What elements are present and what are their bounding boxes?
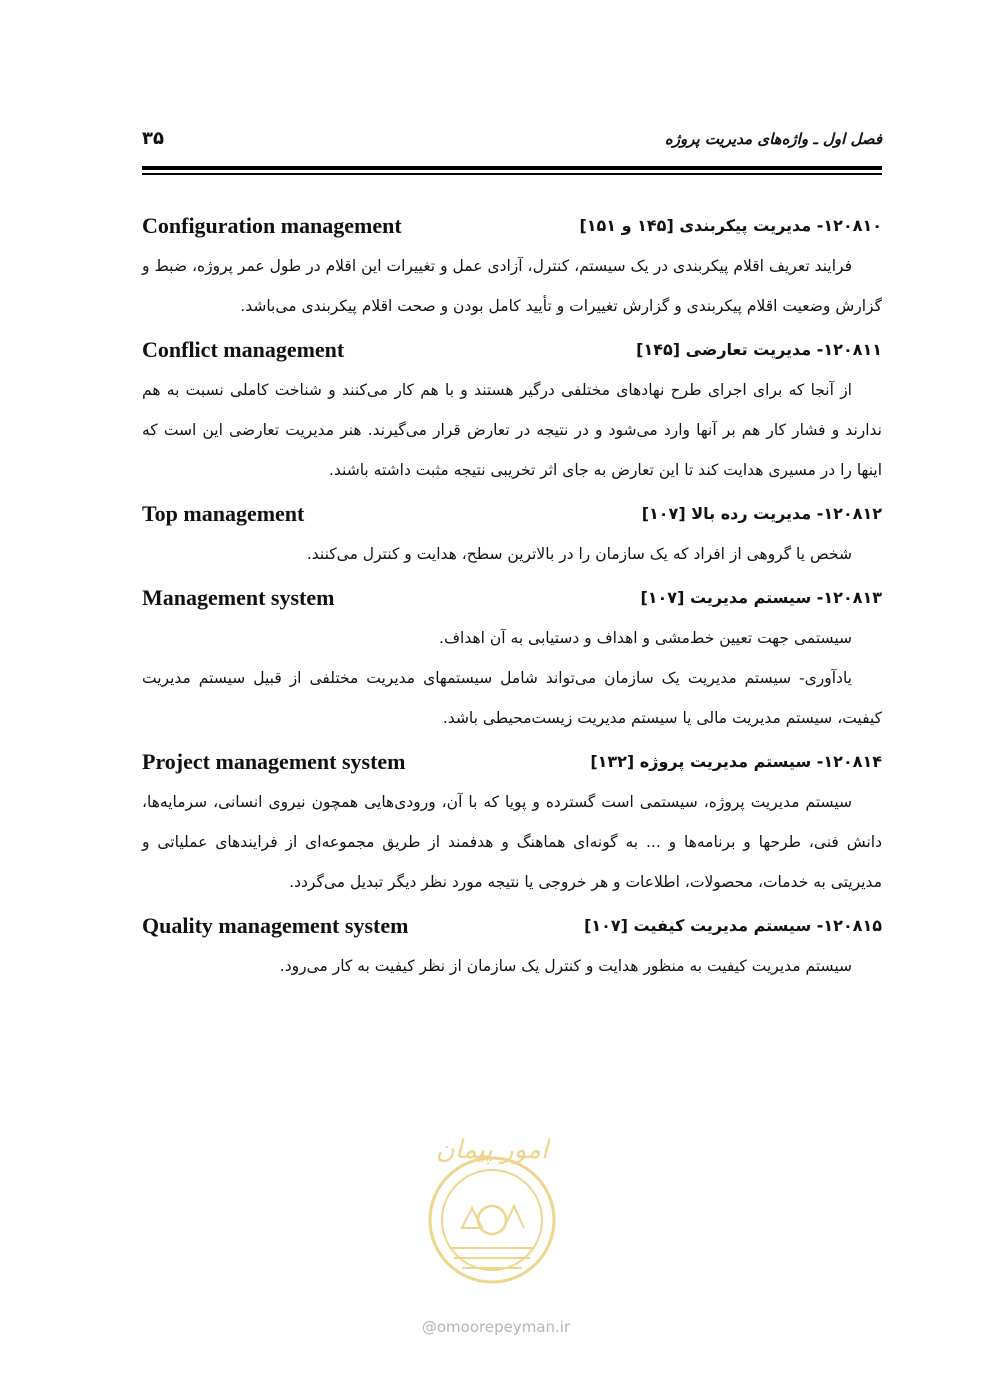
entry-definition: سیستمی جهت تعیین خط‌مشی و اهداف و دستیابی به آن اهداف. [439,629,852,647]
watermark-tower-icon [504,1206,524,1228]
entry-definition: فرایند تعریف اقلام پیکربندی در یک سیستم، کنترل، آزادی عمل و تغییرات این اقلام در طول عمر پروژه، ضبط و گزارش وضعیت اقلام پیکربندی و گزارش تغییرات و تأیید کامل بودن و صحت اقلام پیکربندی می‌باشد. [142,257,882,315]
entry-title-fa: ۱۲۰۸۱۵- سیستم مدیریت کیفیت [۱۰۷] [584,916,882,935]
entry-heading [142,210,882,246]
page-number: ۳۵ [142,128,164,149]
entry-title-fa: ۱۲۰۸۱۲- مدیریت رده بالا [۱۰۷] [641,504,882,523]
glossary-entry [142,498,882,574]
entry-heading [142,910,882,946]
watermark-outer-ring [430,1158,554,1282]
glossary-entry [142,210,882,326]
glossary-entry [142,582,882,738]
entry-title-fa: ۱۲۰۸۱۳- سیستم مدیریت [۱۰۷] [640,588,882,607]
entry-heading [142,746,882,782]
entry-definition: از آنجا که برای اجرای طرح نهادهای مختلفی درگیر هستند و با هم کار می‌کنند و شناخت کاملی نسبت به هم ندارند و فشار کار هم بر آنها وارد می‌شود و در نتیجه در تعارض قرار می‌گیرند. هنر مدیریت تعارضی این است که اینها را در مسیری هدایت کند تا این تعارض به جای اثر تخریبی نتیجه مثبت داشته باشند. [142,381,882,479]
glossary-entry [142,746,882,902]
watermark-base-lines [450,1248,534,1268]
entry-title-fa: ۱۲۰۸۱۱- مدیریت تعارضی [۱۴۵] [636,340,882,359]
entry-title-fa: ۱۲۰۸۱۰- مدیریت پیکربندی [۱۴۵ و ۱۵۱] [579,216,882,235]
entry-heading [142,334,882,370]
entry-heading [142,498,882,534]
glossary-content [142,210,882,990]
watermark-logo [392,1128,592,1288]
watermark-center-emblem [478,1206,506,1234]
watermark-scale-icon [462,1208,482,1228]
entry-title-en: Configuration management [142,213,402,238]
entry-title-en: Top management [142,501,305,526]
entry-definition: شخص یا گروهی از افراد که یک سازمان را در بالاترین سطح، هدایت و کنترل می‌کنند. [306,545,852,563]
entry-title-en: Management system [142,585,335,610]
watermark-logo-text: امور پیمان [435,1135,549,1165]
entry-title-fa: ۱۲۰۸۱۴- سیستم مدیریت پروژه [۱۳۲] [590,752,882,771]
watermark-url: @omoorepeyman.ir [421,1318,571,1336]
chapter-title: فصل اول ـ واژه‌های مدیریت پروژه [664,130,882,148]
glossary-entry [142,910,882,986]
entry-definition: سیستم مدیریت کیفیت به منظور هدایت و کنترل یک سازمان از نظر کیفیت به کار می‌رود. [279,957,852,975]
header-rule-thin [142,173,882,175]
entry-title-en: Project management system [142,749,406,774]
entry-title-en: Conflict management [142,337,345,362]
page-header [142,128,882,160]
watermark-inner-ring [442,1170,542,1270]
entry-definition: سیستم مدیریت پروژه، سیستمی است گسترده و پویا که با آن، ورودی‌هایی همچون نیروی انسانی، سرمایه‌ها، دانش فنی، طرحها و برنامه‌ها و ... به گونه‌ای هماهنگ و هدفمند از طریق مجموعه‌ای از فرایندهای عملیاتی و مدیریتی به خدمات، محصولات، اطلاعات و هر خروجی یا نتیجه مورد نظر دیگر تبدیل می‌گردد. [142,793,882,891]
entry-note: یادآوری- سیستم مدیریت یک سازمان می‌تواند شامل سیستمهای مدیریت مختلفی از قبیل سیستم مدیریت کیفیت، سیستم مدیریت مالی یا سیستم مدیریت زیست‌محیطی باشد. [142,669,882,727]
header-rule-thick [142,166,882,170]
glossary-entry [142,334,882,490]
entry-title-en: Quality management system [142,913,409,938]
entry-heading [142,582,882,618]
